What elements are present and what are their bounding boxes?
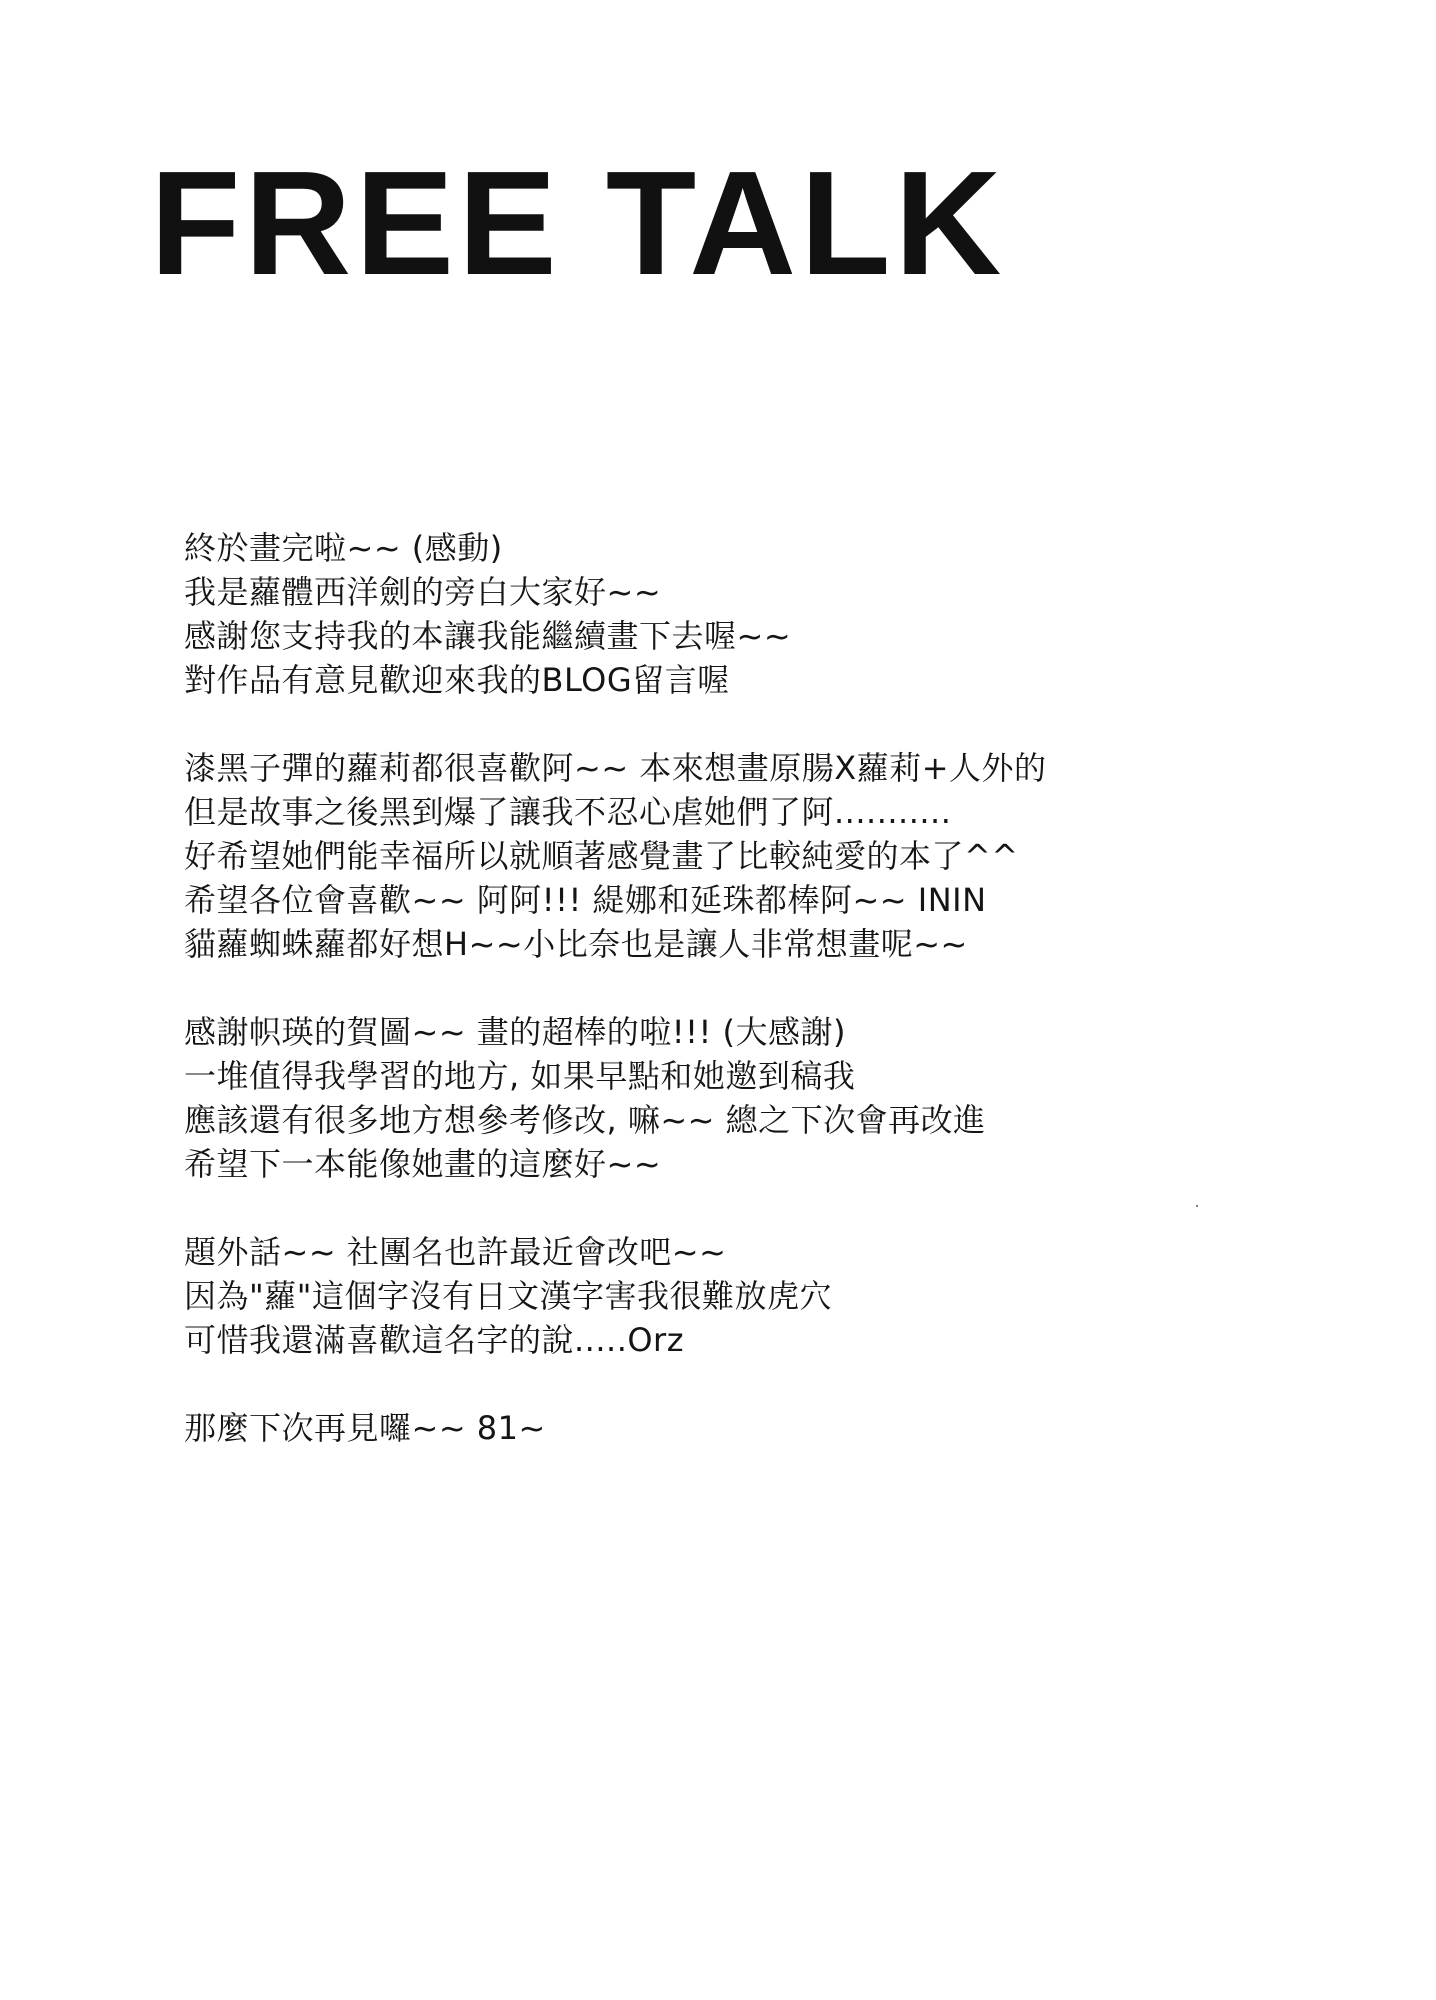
text-line: 貓蘿蜘蛛蘿都好想H~~小比奈也是讓人非常想畫呢~~: [184, 925, 968, 963]
text-line: 希望下一本能像她畫的這麼好~~: [184, 1145, 662, 1183]
text-line: 感謝帜瑛的賀圖~~ 畫的超棒的啦!!! (大感謝): [184, 1013, 846, 1051]
text-line: 因為"蘿"這個字沒有日文漢字害我很難放虎穴: [184, 1277, 832, 1315]
text-line: 應該還有很多地方想參考修改, 嘛~~ 總之下次會再改進: [184, 1101, 986, 1139]
text-line: 但是故事之後黑到爆了讓我不忍心虐她們了阿...........: [184, 793, 952, 831]
text-line: 我是蘿體西洋劍的旁白大家好~~: [184, 573, 662, 611]
free-talk-body: [184, 526, 1304, 1494]
paragraph-3: [184, 1010, 1304, 1186]
text-line: 希望各位會喜歡~~ 阿阿!!! 緹娜和延珠都棒阿~~ ININ: [184, 881, 987, 919]
text-line: 漆黑子彈的蘿莉都很喜歡阿~~ 本來想畫原腸X蘿莉+人外的: [184, 749, 1047, 787]
text-line: 可惜我還滿喜歡這名字的說.....Orz: [184, 1321, 685, 1359]
text-line: 題外話~~ 社團名也許最近會改吧~~: [184, 1233, 727, 1271]
paragraph-2: [184, 746, 1304, 966]
paragraph-5: [184, 1406, 1304, 1450]
text-line: 好希望她們能幸福所以就順著感覺畫了比較純愛的本了^^: [184, 837, 1019, 875]
text-line: 感謝您支持我的本讓我能繼續畫下去喔~~: [184, 617, 792, 655]
text-line: 一堆值得我學習的地方, 如果早點和她邀到稿我: [184, 1057, 856, 1095]
text-line: 終於畫完啦~~ (感動): [184, 529, 503, 567]
paragraph-4: [184, 1230, 1304, 1362]
text-line: 對作品有意見歡迎來我的BLOG留言喔: [184, 661, 730, 699]
text-line: 那麼下次再見囉~~ 81~: [184, 1409, 546, 1447]
paragraph-1: [184, 526, 1304, 702]
page-title: FREE TALK: [150, 141, 1006, 306]
paper-speck: [1196, 1205, 1198, 1207]
